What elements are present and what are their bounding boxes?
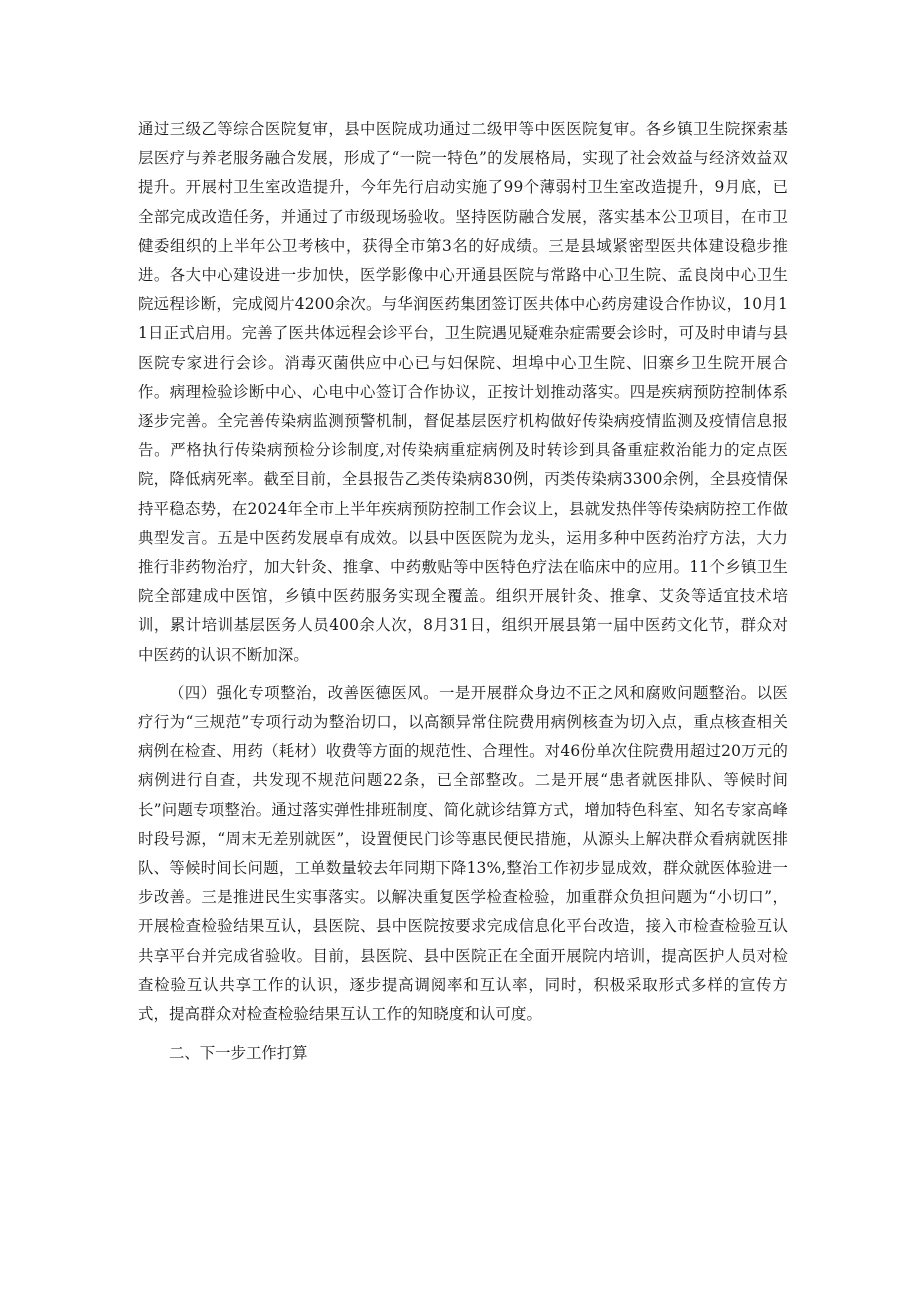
- document-body: [138, 115, 788, 1069]
- paragraph-medical-services-progress: 通过三级乙等综合医院复审，县中医院成功通过二级甲等中医医院复审。各乡镇卫生院探索基层医疗与养老服务融合发展，形成了“一院一特色”的发展格局，实现了社会效益与经济效益双提升。开展村卫生室改造提升，今年先行启动实施了99个薄弱村卫生室改造提升，9月底，已全部完成改造任务，并通过了市级现场验收。坚持医防融合发展，落实基本公卫项目，在市卫健委组织的上半年公卫考核中，获得全市第3名的好成绩。三是县域紧密型医共体建设稳步推进。各大中心建设进一步加快，医学影像中心开通县医院与常路中心卫生院、孟良岗中心卫生院远程诊断，完成阅片4200余次。与华润医药集团签订医共体中心药房建设合作协议，10月11日正式启用。完善了医共体远程会诊平台，卫生院遇见疑难杂症需要会诊时，可及时申请与县医院专家进行会诊。消毒灭菌供应中心已与妇保院、坦埠中心卫生院、旧寨乡卫生院开展合作。病理检验诊断中心、心电中心签订合作协议，正按计划推动落实。四是疾病预防控制体系逐步完善。全完善传染病监测预警机制，督促基层医疗机构做好传染病疫情监测及疫情信息报告。严格执行传染病预检分诊制度,对传染病重症病例及时转诊到具备重症救治能力的定点医院，降低病死率。截至目前，全县报告乙类传染病830例，丙类传染病3300余例，全县疫情保持平稳态势，在2024年全市上半年疾病预防控制工作会议上，县就发热伴等传染病防控工作做典型发言。五是中医药发展卓有成效。以县中医医院为龙头，运用多种中医药治疗方法，大力推行非药物治疗，加大针灸、推拿、中药敷贴等中医特色疗法在临床中的应用。11个乡镇卫生院全部建成中医馆，乡镇中医药服务实现全覆盖。组织开展针灸、推拿、艾灸等适宜技术培训，累计培训基层医务人员400余人次，8月31日，组织开展县第一届中医药文化节，群众对中医药的认识不断加深。: [138, 120, 788, 664]
- section-heading-next-steps: 二、下一步工作打算: [169, 1044, 308, 1063]
- paragraph-special-rectification: （四）强化专项整治，改善医德医风。一是开展群众身边不正之风和腐败问题整治。以医疗行为“三规范”专项行动为整治切口，以高额异常住院费用病例核查为切入点，重点核查相关病例在检查、用药（耗材）收费等方面的规范性、合理性。对46份单次住院费用超过20万元的病例进行自查，共发现不规范问题22条，已全部整改。二是开展“患者就医排队、等候时间长”问题专项整治。通过落实弹性排班制度、简化就诊结算方式，增加特色科室、知名专家高峰时段号源，“周末无差别就医”，设置便民门诊等惠民便民措施，从源头上解决群众看病就医排队、等候时间长问题，工单数量较去年同期下降13%,整治工作初步显成效，群众就医体验进一步改善。三是推进民生实事落实。以解决重复医学检查检验，加重群众负担问题为“小切口”，开展检查检验结果互认，县医院、县中医院按要求完成信息化平台改造，接入市检查检验互认共享平台并完成省验收。目前，县医院、县中医院正在全面开展院内培训，提高医护人员对检查检验互认共享工作的认识，逐步提高调阅率和互认率，同时，积极采取形式多样的宣传方式，提高群众对检查检验结果互认工作的知晓度和认可度。: [138, 683, 788, 1024]
